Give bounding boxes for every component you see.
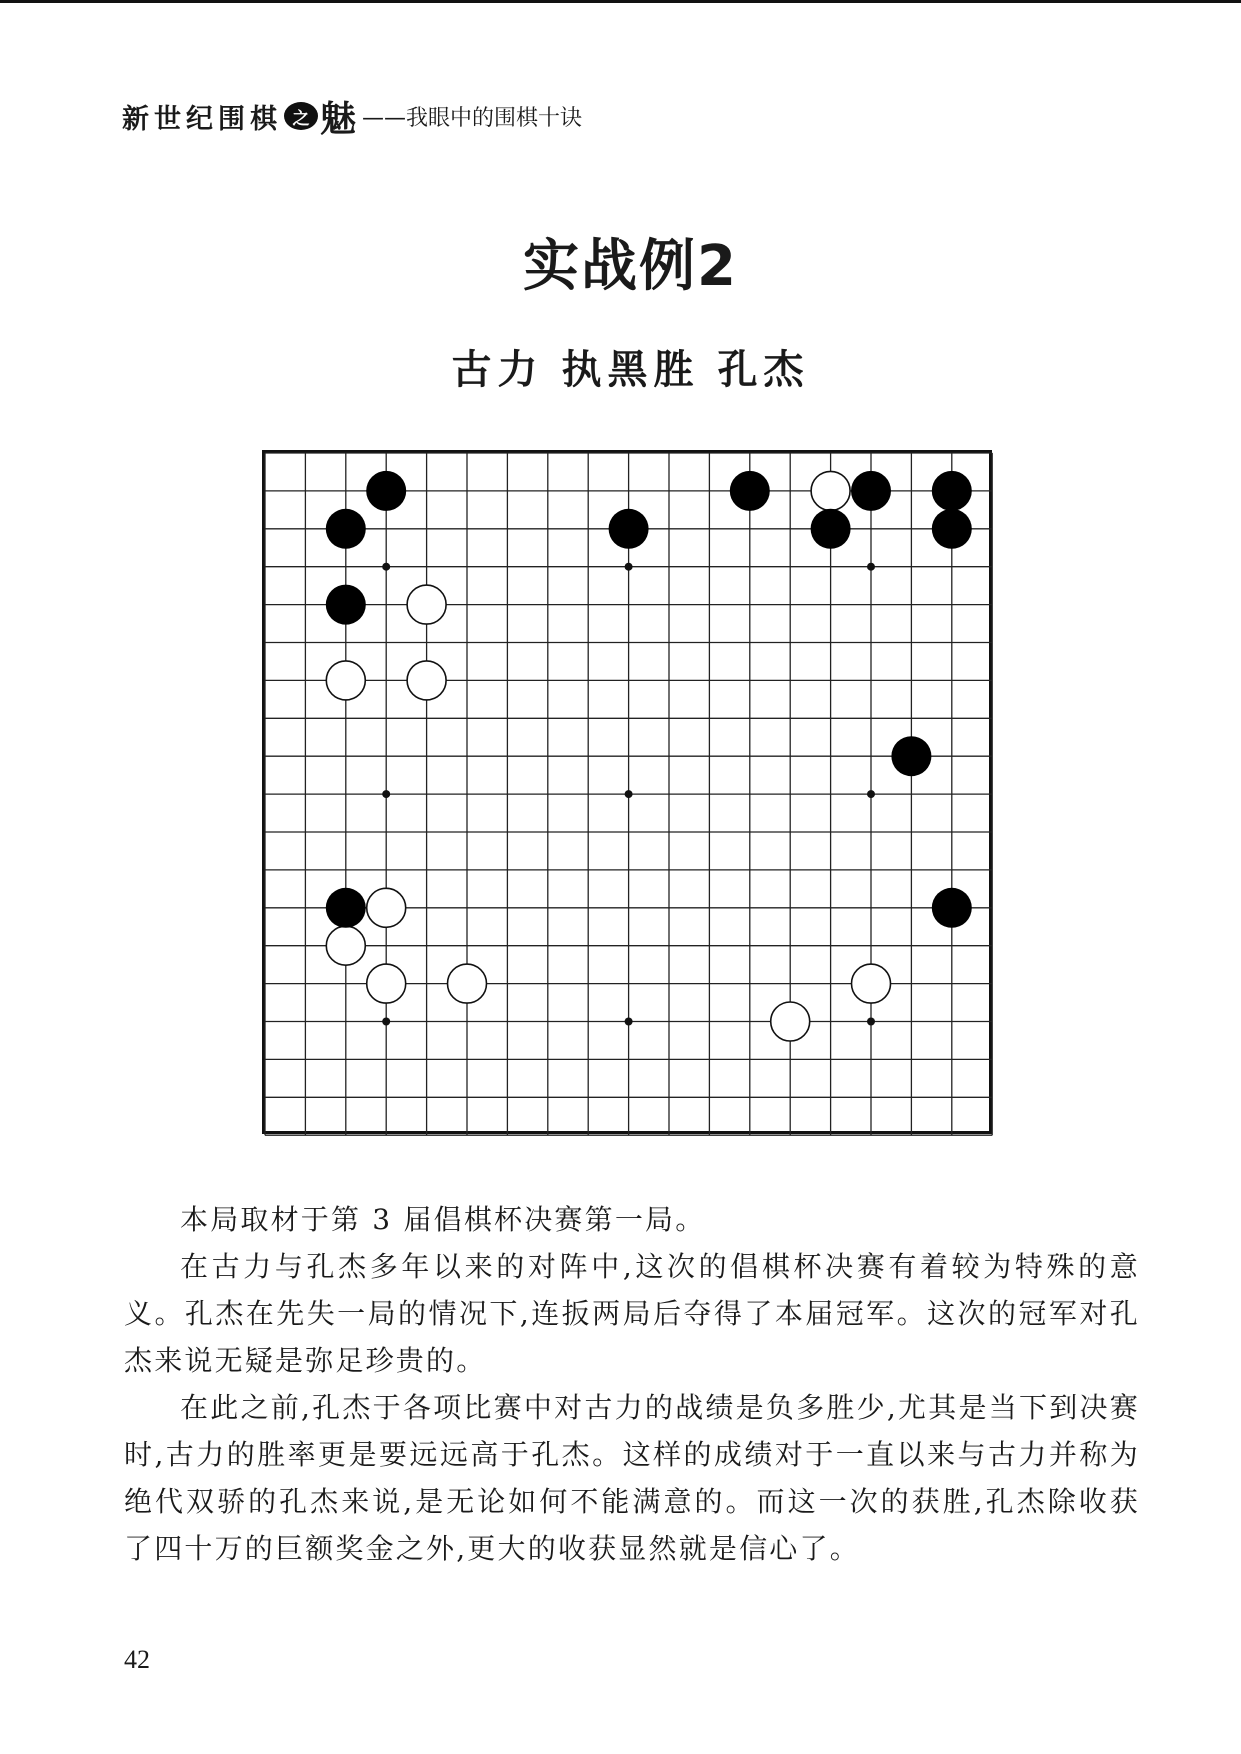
black-stone bbox=[932, 471, 972, 511]
commentary-text bbox=[124, 1196, 1140, 1572]
white-stone bbox=[448, 964, 487, 1003]
game-players bbox=[0, 338, 1241, 395]
go-board-diagram bbox=[262, 450, 994, 1136]
black-stone bbox=[326, 585, 366, 625]
series-title: 新世纪围棋 bbox=[122, 103, 282, 135]
commentary-paragraph: 在古力与孔杰多年以来的对阵中,这次的倡棋杯决赛有着较为特殊的意义。孔杰在先失一局的情况下,连扳两局后夺得了本届冠军。这次的冠军对孔杰来说无疑是弥足珍贵的。 bbox=[124, 1250, 1140, 1377]
white-stone bbox=[326, 661, 365, 700]
black-stone bbox=[851, 471, 891, 511]
black-stone bbox=[326, 888, 366, 928]
zhi-badge: 之 bbox=[284, 102, 318, 130]
white-player: 孔杰 bbox=[717, 346, 810, 393]
white-stone bbox=[852, 964, 891, 1003]
black-stone bbox=[932, 509, 972, 549]
white-stone bbox=[367, 888, 406, 927]
white-stone bbox=[367, 964, 406, 1003]
black-stone bbox=[891, 736, 931, 776]
white-stone bbox=[326, 926, 365, 965]
white-stone bbox=[771, 1002, 810, 1041]
header-subtitle: ——我眼中的围棋十诀 bbox=[362, 105, 583, 131]
commentary-paragraph: 在此之前,孔杰于各项比赛中对古力的战绩是负多胜少,尤其是当下到决赛时,古力的胜率更是要远远高于孔杰。这样的成绩对于一直以来与古力并称为绝代双骄的孔杰来说,是无论如何不能满意的。而这一次的获胜,孔杰除收获了四十万的巨额奖金之外,更大的收获显然就是信心了。 bbox=[124, 1391, 1140, 1565]
star-point bbox=[867, 563, 875, 571]
black-stone bbox=[366, 471, 406, 511]
page-number: 42 bbox=[124, 1645, 150, 1674]
black-stone bbox=[811, 509, 851, 549]
game-result: 执黑胜 bbox=[561, 346, 700, 393]
black-stone bbox=[730, 471, 770, 511]
star-point bbox=[382, 563, 390, 571]
star-point bbox=[625, 563, 633, 571]
star-point bbox=[625, 1018, 633, 1026]
star-point bbox=[867, 790, 875, 798]
black-stone bbox=[932, 888, 972, 928]
black-stone bbox=[326, 509, 366, 549]
running-header bbox=[122, 96, 583, 140]
top-border-rule bbox=[0, 0, 1241, 3]
star-point bbox=[382, 1018, 390, 1026]
white-stone bbox=[811, 471, 850, 510]
star-point bbox=[625, 790, 633, 798]
white-stone bbox=[407, 661, 446, 700]
kui-glyph: 魅 bbox=[320, 97, 357, 140]
page-title: 实战例2 bbox=[523, 234, 738, 299]
star-point bbox=[867, 1018, 875, 1026]
black-stone bbox=[609, 509, 649, 549]
white-stone bbox=[407, 585, 446, 624]
commentary-paragraph: 本局取材于第 3 届倡棋杯决赛第一局。 bbox=[180, 1203, 706, 1236]
black-player: 古力 bbox=[451, 346, 544, 393]
star-point bbox=[382, 790, 390, 798]
